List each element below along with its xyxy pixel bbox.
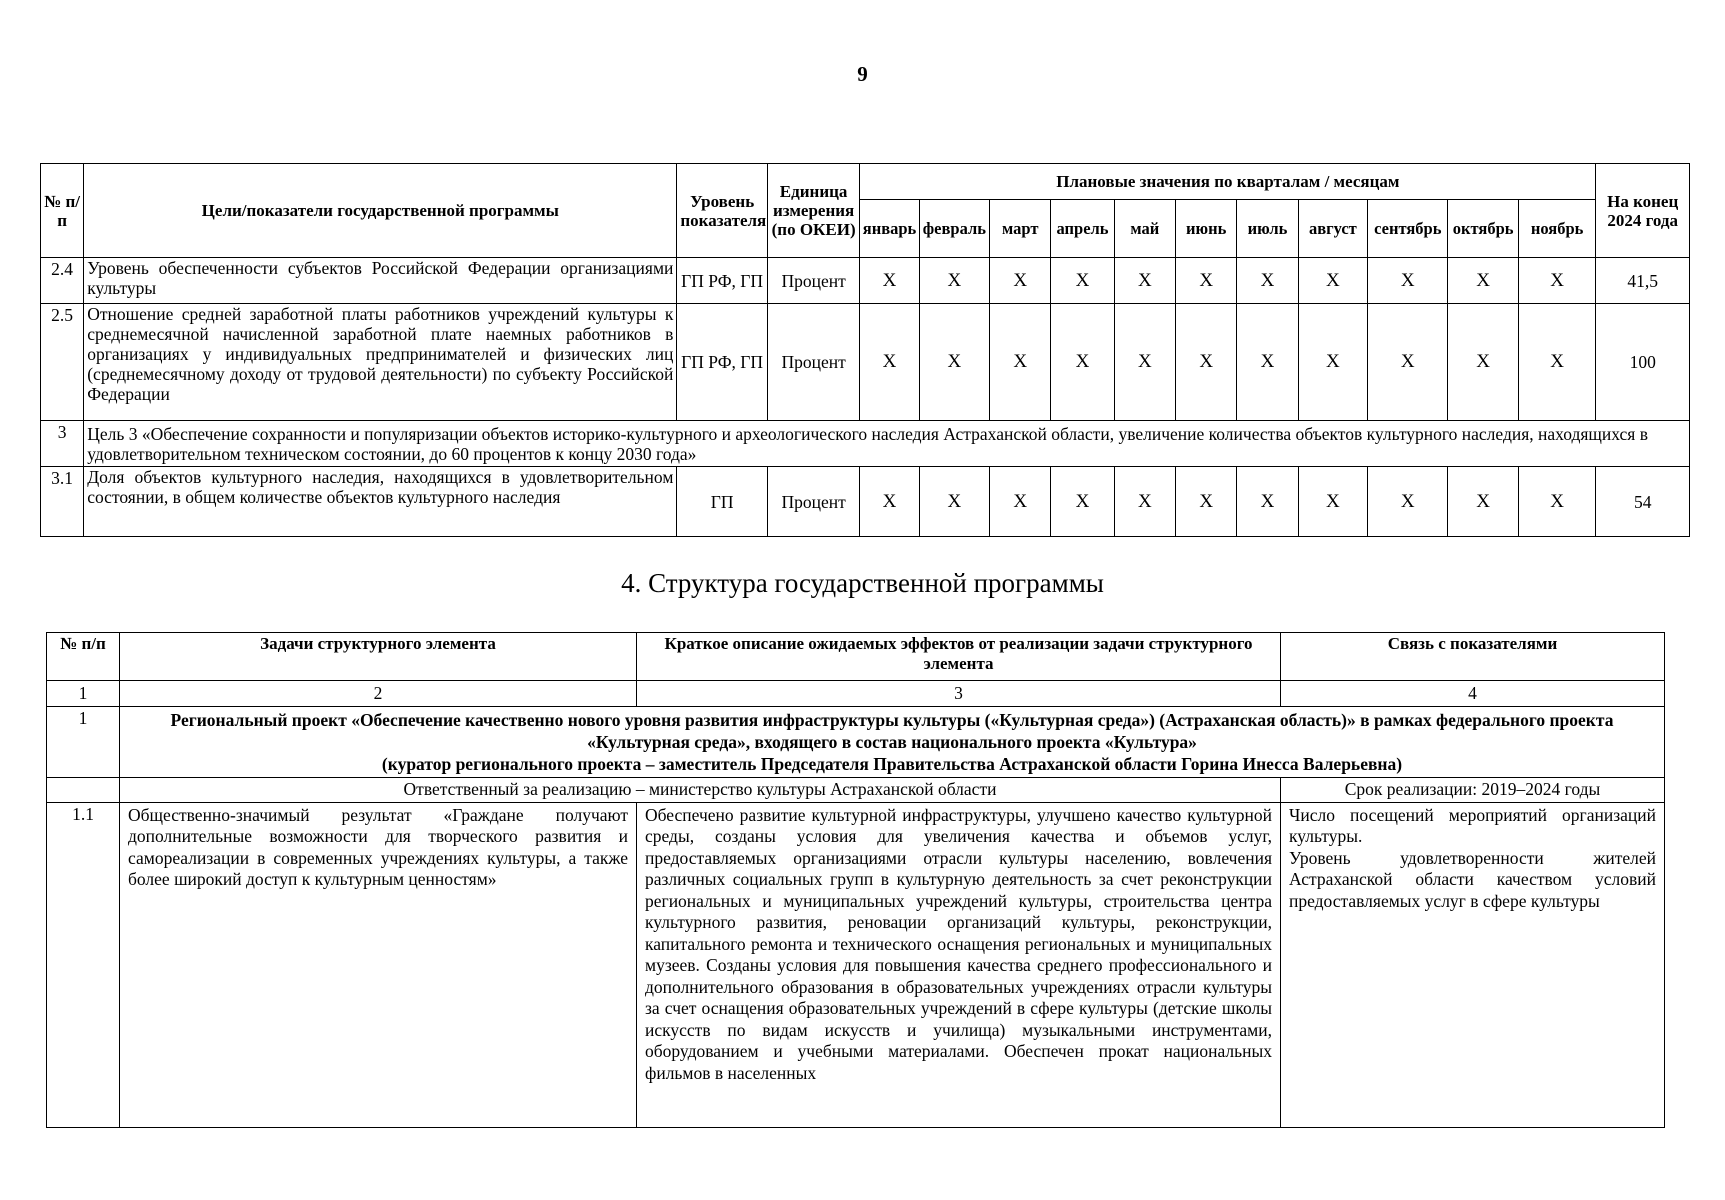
row-desc: Отношение средней заработной платы работников учреждений культуры к среднемесячной начисленной заработной плате наемных работников в организациях у индивидуальных предпринимателей и физических лиц (среднемесячному доходу от трудовой деятельности) по субъекту Российской Федерации xyxy=(84,304,677,421)
mark-cell: Х xyxy=(990,258,1051,304)
mark-cell: Х xyxy=(1518,258,1596,304)
mark-cell: Х xyxy=(1368,467,1448,537)
mark-cell: Х xyxy=(919,467,989,537)
goal-text: Цель 3 «Обеспечение сохранности и популяризации объектов историко-культурного и археологического наследия Астраханской области, увеличение количества объектов культурного наследия, находящихся в удовлетворительном техническом состоянии, до 60 процентов к концу 2030 года» xyxy=(84,421,1690,467)
mark-cell: Х xyxy=(860,467,919,537)
responsible-row xyxy=(47,778,1665,803)
mark-cell: Х xyxy=(1051,304,1114,421)
link-indicator: Уровень удовлетворенности жителей Астраханской области качеством условий предоставляемых услуг в сфере культуры xyxy=(1289,847,1656,911)
mark-cell: Х xyxy=(1176,258,1237,304)
col-number: 4 xyxy=(1281,681,1665,707)
mark-cell: Х xyxy=(1518,304,1596,421)
mark-cell: Х xyxy=(1368,304,1448,421)
header-end: На конец 2024 года xyxy=(1596,164,1690,258)
month-header: март xyxy=(990,200,1051,258)
mark-cell: Х xyxy=(919,304,989,421)
col-number: 2 xyxy=(120,681,637,707)
mark-cell: Х xyxy=(1176,304,1237,421)
row-desc: Доля объектов культурного наследия, находящихся в удовлетворительном состоянии, в общем количестве объектов культурного наследия xyxy=(84,467,677,537)
goal-num: 3 xyxy=(41,421,84,467)
indicators-table xyxy=(40,163,1690,537)
mark-cell: Х xyxy=(1448,304,1518,421)
section-title: 4. Структура государственной программы xyxy=(621,568,1104,598)
month-header: февраль xyxy=(919,200,989,258)
header-goals: Цели/показатели государственной программы xyxy=(84,164,677,258)
mark-cell: Х xyxy=(919,258,989,304)
row-effect: Обеспечено развитие культурной инфраструктуры, улучшено качество культурной среды, созданы условия для увеличения качества и объемов услуг, предоставляемых организациями отрасли культуры населению, вовлечения различных социальных групп в культурную деятельность за счет реконструкции региональных и муниципальных учреждений культуры, строительства центра культурного развития, реновации организаций культуры, реконструкции, капитального ремонта и технического оснащения региональных и муниципальных музеев. Созданы условия для повышения качества среднего профессионального и дополнительного образования в образовательных учреждениях отрасли культуры за счет оснащения образовательных учреждений в сфере культуры (детские школы искусств по видам искусств и училища) музыкальными инструментами, оборудованием и учебными материалами. Обеспечен прокат национальных фильмов в населенных xyxy=(637,802,1281,1127)
row-num: 2.5 xyxy=(41,304,84,421)
mark-cell: Х xyxy=(1298,304,1367,421)
project-curator: (куратор регионального проекта – заместитель Председателя Правительства Астраханской области Горина Инесса Валерьевна) xyxy=(381,754,1403,774)
mark-cell: Х xyxy=(1051,258,1114,304)
project-title xyxy=(120,707,1665,778)
mark-cell: Х xyxy=(1298,467,1367,537)
mark-cell: Х xyxy=(1298,258,1367,304)
month-header: апрель xyxy=(1051,200,1114,258)
header-num: № п/п xyxy=(41,164,84,258)
row-links xyxy=(1281,802,1665,1127)
header-level: Уровень показателя xyxy=(677,164,767,258)
row-num: 3.1 xyxy=(41,467,84,537)
structure-table xyxy=(46,632,1665,1128)
mark-cell: Х xyxy=(1448,467,1518,537)
col-number: 3 xyxy=(637,681,1281,707)
row-num: 2.4 xyxy=(41,258,84,304)
mark-cell: Х xyxy=(1237,304,1298,421)
row-task: Общественно-значимый результат «Граждане получают дополнительные возможности для творческого развития и самореализации в современных учреждениях культуры, а также более широкий доступ к культурным ценностям» xyxy=(120,802,637,1127)
header-effects: Краткое описание ожидаемых эффектов от реализации задачи структурного элемента xyxy=(637,633,1281,681)
project-row xyxy=(47,707,1665,778)
row-unit: Процент xyxy=(767,258,859,304)
mark-cell: Х xyxy=(1518,467,1596,537)
row-end-value: 100 xyxy=(1596,304,1690,421)
row-level: ГП РФ, ГП xyxy=(677,304,767,421)
month-header: январь xyxy=(860,200,919,258)
table-row xyxy=(41,304,1690,421)
mark-cell: Х xyxy=(1051,467,1114,537)
header-unit: Единица измерения (по ОКЕИ) xyxy=(767,164,859,258)
goal-row xyxy=(41,421,1690,467)
row-level: ГП xyxy=(677,467,767,537)
mark-cell: Х xyxy=(1114,467,1175,537)
project-num: 1 xyxy=(47,707,120,778)
header-num: № п/п xyxy=(47,633,120,681)
table-row xyxy=(41,258,1690,304)
mark-cell: Х xyxy=(1448,258,1518,304)
mark-cell: Х xyxy=(990,467,1051,537)
mark-cell: Х xyxy=(1176,467,1237,537)
project-name: Региональный проект «Обеспечение качественно нового уровня развития инфраструктуры культуры («Культурная среда») (Астраханская область)» в рамках федерального проекта «Культурная среда», входящего в состав национального проекта «Культура» xyxy=(170,710,1614,752)
header-link: Связь с показателями xyxy=(1281,633,1665,681)
month-header: ноябрь xyxy=(1518,200,1596,258)
month-header: июнь xyxy=(1176,200,1237,258)
mark-cell: Х xyxy=(1237,467,1298,537)
table-row xyxy=(41,467,1690,537)
mark-cell: Х xyxy=(860,304,919,421)
row-level: ГП РФ, ГП xyxy=(677,258,767,304)
row-unit: Процент xyxy=(767,467,859,537)
link-indicator: Число посещений мероприятий организаций культуры. xyxy=(1289,804,1656,846)
table-row xyxy=(47,802,1665,1127)
col-number: 1 xyxy=(47,681,120,707)
header-tasks: Задачи структурного элемента xyxy=(120,633,637,681)
row-unit: Процент xyxy=(767,304,859,421)
responsible-text: Ответственный за реализацию – министерство культуры Астраханской области xyxy=(120,778,1281,803)
term-text: Срок реализации: 2019–2024 годы xyxy=(1281,778,1665,803)
month-header: сентябрь xyxy=(1368,200,1448,258)
mark-cell: Х xyxy=(1114,304,1175,421)
mark-cell: Х xyxy=(1114,258,1175,304)
page-number: 9 xyxy=(857,62,868,86)
column-numbers-row xyxy=(47,681,1665,707)
month-header: май xyxy=(1114,200,1175,258)
row-end-value: 54 xyxy=(1596,467,1690,537)
mark-cell: Х xyxy=(1368,258,1448,304)
month-header: октябрь xyxy=(1448,200,1518,258)
mark-cell: Х xyxy=(990,304,1051,421)
month-header: июль xyxy=(1237,200,1298,258)
mark-cell: Х xyxy=(860,258,919,304)
mark-cell: Х xyxy=(1237,258,1298,304)
month-header: август xyxy=(1298,200,1367,258)
row-desc: Уровень обеспеченности субъектов Российской Федерации организациями культуры xyxy=(84,258,677,304)
header-plan: Плановые значения по кварталам / месяцам xyxy=(860,164,1596,200)
row-num: 1.1 xyxy=(47,802,120,1127)
row-end-value: 41,5 xyxy=(1596,258,1690,304)
